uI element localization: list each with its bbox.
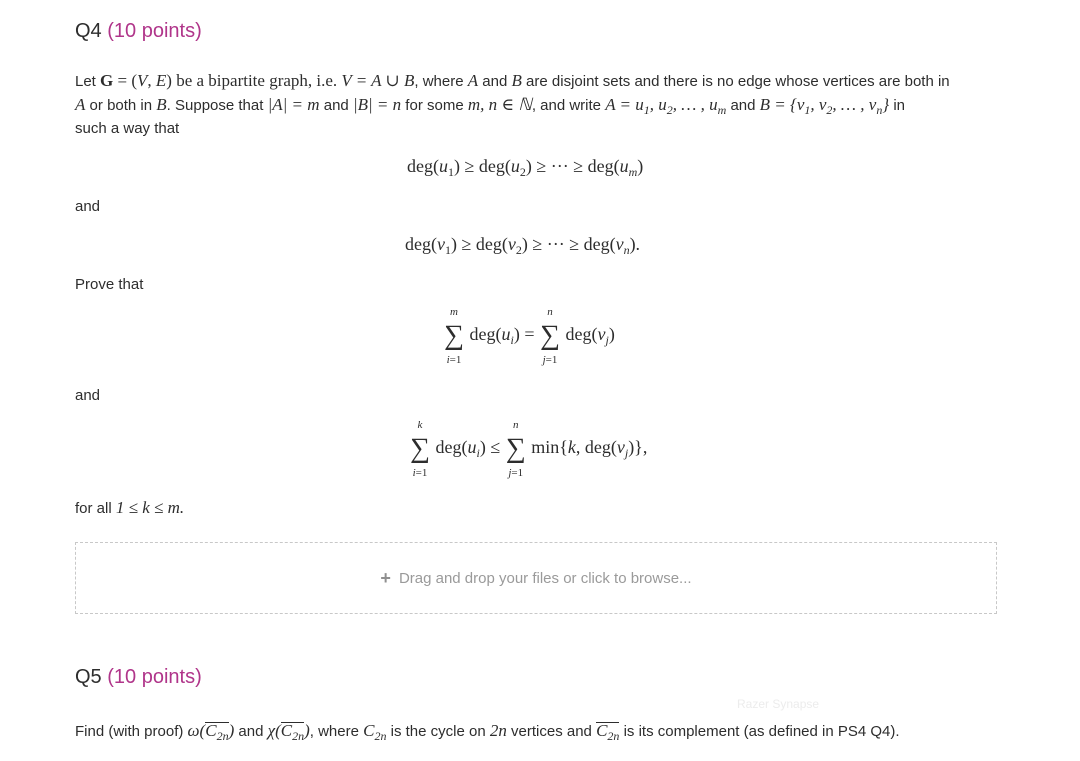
equation-degree-sum: m ∑ i=1 $deg(u_i)$ = n ∑ j=1 $deg(v_j)$ xyxy=(444,306,615,366)
q5-question-text: Find (with proof) $\omega(C_{2n})$ and $\chi(C_{2n})$, where $C_{2n}$ is the cycle on 2n vertices and $C_{2n}$ is its complement (as defined in PS4 Q4). xyxy=(75,721,900,743)
equation-inequality: k ∑ i=1 $deg(u_i)$ ≤ n ∑ j=1 min{k, $deg(v_j)$}, xyxy=(410,419,648,479)
watermark: Razer Synapse xyxy=(737,697,820,711)
q4-intro-line3: such a way that xyxy=(75,120,180,137)
q5-label: Q5 xyxy=(75,666,102,688)
q4-and-1: and xyxy=(75,198,101,215)
equation-deg-v-ordering: $deg(v_1) \ge deg(v_2)$ ≥ ··· ≥ $deg(v_n)$. xyxy=(405,234,641,257)
q5-heading xyxy=(75,666,202,689)
q4-prove-that: Prove that xyxy=(75,276,144,293)
file-upload-dropzone[interactable] xyxy=(75,542,997,614)
q4-heading xyxy=(75,20,202,43)
q4-intro-line1: Let G = (V, E) be a bipartite graph, i.e. V = A ∪ B, where A and B are disjoint sets and there is no edge whose vertices are both in xyxy=(75,71,950,90)
q4-intro-line2: A or both in B. Suppose that |A| = m and |B| = n for some m, n ∈ ℕ, and write $A = u_1$, $u_2$, … , $u_m$ and $B = \{v_1$, $v_2$, … , $v_n$} in xyxy=(75,95,905,117)
q4-and-2: and xyxy=(75,387,101,404)
q5-points: (10 points) xyxy=(107,666,202,688)
q4-for-all: for all 1 ≤ k ≤ m. xyxy=(75,498,185,517)
plus-icon: + xyxy=(380,567,391,588)
q4-points: (10 points) xyxy=(107,20,202,42)
q4-label: Q4 xyxy=(75,20,102,42)
upload-label: Drag and drop your files or click to browse... xyxy=(398,569,692,587)
equation-deg-u-ordering: $deg(u_1) \ge deg(u_2)$ ≥ ··· ≥ $deg(u_m)$ xyxy=(407,156,644,179)
